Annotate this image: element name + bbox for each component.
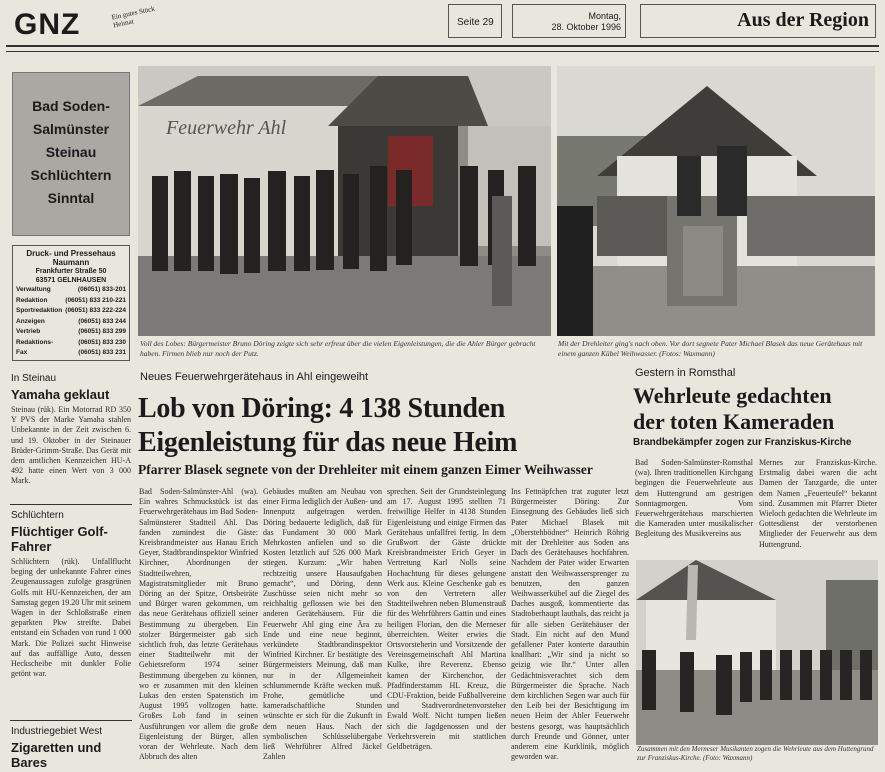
item-text: Steinau (rük). Ein Motorrad RD 350 Y PVS der Marke Yamaha stahlen Unbekannte in der Zeit zwischen 6. und 19. Oktober in der Steinauer Brüder-Grimm-Straße. Das Gerät mit dem amtlichen Kennzeichen HU-A 492 hatte einen Wert von 3 000 Mark. (11, 405, 131, 486)
press-phone: (06051) 833-201 (77, 286, 126, 293)
press-phone: (06051) 833 231 (78, 349, 126, 356)
romsthal-headline-1: Wehrleute gedachten (633, 383, 832, 408)
towns-box (12, 72, 130, 236)
romsthal-headline (633, 383, 878, 435)
header-rule-thin (6, 51, 879, 52)
press-row (16, 317, 126, 328)
press-label: Sportredaktion (16, 307, 63, 314)
header-rule (6, 45, 879, 47)
item-title: Flüchtiger Golf-Fahrer (11, 524, 108, 554)
ceremony-photo (138, 66, 551, 336)
article-column-4: Ins Fettnäpfchen trat zuguter letzt Bürgermeister Döring: Zur Einsegnung des Gebäudes ließ sich Pater Michael Blasek mit „Oberstehbödner“ Heinrich Röhrig mit der Drehleiter aus Soden ans Dach des Gerätehauses hochfahren. Nachdem der Pater wider Erwarten anstatt den Weihwassersprenger zu benutzen, den ganzen Weihwasserkübel auf die Ziegel des Daches ausgoß, kommentierte das Stadtoberhaupt lauthals, das reicht ja für alle sieben Gerätehäuser der Stadt. Ein nicht auf den Mund gefallener Pater konterte darauthin knallhart: „Wir sind ja nicht so geizig wie Ihr.“ Unter allen Gedächtnisverachtet sich dem Bürgermeister die Sprache. Nach dem kirchlichen Segen war auch für den Leib bei der Besichtigung im neuen Heim der Ahler Feuerwehr bestens gesorgt, was hauptsächlich durch Freunde und Gönner, unter anderem eine Kurklinik, möglich geworden war. (511, 487, 629, 762)
press-row (16, 306, 126, 317)
town-name: Salmünster (32, 121, 110, 137)
press-phone: (06051) 833 244 (78, 317, 126, 325)
press-label: Fax (16, 349, 28, 356)
press-row (16, 348, 126, 359)
article-headline-1: Lob von Döring: 4 138 Stunden (138, 393, 506, 424)
caption-parade: Zusammen mit den Merneser Musikanten zogen die Wehrleute aus dem Huttengrund zur Franziskus-Kirche. (Foto: Waxmann) (637, 745, 874, 762)
press-phone: (06051) 833 230 (78, 338, 126, 346)
romsthal-column-2: Mernes zur Franziskus-Kirche. Erstmalig dabei waren die acht Damen der Tanzgarde, die unter dem Namen „Feuerteufel“ bekannt sind. Zusammen mit Pfarrer Dieter Wieloch gedachten die Wehrleute im Gottesdienst der verstorbenen Mitglieder der Feuerwehr aus dem Huttengrund. (759, 458, 877, 549)
item-divider (10, 504, 132, 505)
article-kicker: Neues Feuerwehrgerätehaus in Ahl eingeweiht (140, 371, 369, 383)
romsthal-headline-2: der toten Kameraden (633, 409, 835, 434)
item-text: Schlüchtern (rük). Unfallflucht beging der unbekannte Fahrer eines Zeugenaussagen zufolge grasgrünen Golfs mit HU-Kennzeichen, der am Samstag gegen 19.20 Uhr mit seinem Wagen in der Schloßstraße einen geparkten Pkw streifte. Dabei entstand ein Schaden von rund 1 000 Mark. Die Polizei sucht Hinweise auf das auffällige Auto, dessen Heckscheibe mit dunkler Folie getönt war. (11, 557, 131, 679)
town-name: Steinau (45, 144, 97, 160)
romsthal-subhead: Brandbekämpfer zogen zur Franziskus-Kirche (633, 437, 852, 448)
press-row (16, 338, 126, 349)
press-label: Vertrieb (16, 328, 41, 335)
page-number: Seite 29 (448, 4, 502, 38)
romsthal-kicker: Gestern in Romsthal (635, 367, 736, 379)
article-column-2: Gebäudes mußten am Neubau von einer Firma lediglich der Außen- und Innenputz aufgetragen werden. Döring bedauerte lediglich, daß für das Fundament 30 000 Mark Mehrkosten anfielen und so die Kosten letztlich auf 526 000 Mark stiegen. Kurzum: „Wir haben rechtzeitig unsere Hausaufgaben gemacht“, und Döring, denn Zuschüsse seien nicht mehr so reichhaltig geflossen wie bei den anderen Gerätehäusern. Für die Feuerwehr Ahl ging eine Ära zu Ende und eine neue beginnt, verkündete Stadtbrandinspektor Winfried Kirchner. Er bestätigte des Bürgermeisters Meinung, daß man nur in der Allgemeinheit schlummernde Kräfte wecken muß. Frohe, gemütliche und kameradschaftliche Stunden wünschte er sich für die Zukunft in dem neuen Haus. Nach der symbolischen Schlüsselübergabe ließ Wehrführer Alfred Jäckel Zahlen (263, 487, 382, 762)
issue-date-text: 28. Oktober 1996 (551, 22, 621, 32)
press-label: Redaktions- (16, 338, 54, 346)
building-sign-text: Feuerwehr Ahl (166, 117, 287, 139)
parade-photo (636, 560, 878, 745)
newspaper-motto: Ein gutes Stück Heimat (110, 4, 156, 30)
article-subhead: Pfarrer Blasek segnete von der Drehleiter mit einem ganzen Eimer Weihwasser (138, 462, 593, 477)
issue-date (512, 4, 626, 38)
press-city: 63571 GELNHAUSEN (35, 277, 107, 284)
item-kicker: In Steinau (11, 373, 57, 384)
press-label: Verwaltung (16, 286, 51, 293)
caption-ladder: Mit der Drehleiter ging's nach oben. Vor dort segnete Pater Michael Blasek das neue Gerätehaus mit einem ganzen Kübel Weihwasser. (Fotos: Waxmann) (558, 339, 863, 358)
article-column-1: Bad Soden-Salmünster-Ahl (wa). Ein wahres Schmuckstück ist das Feuerwehrgerätehaus im Bad Soden-Salmünsterer Stadtteil Ahl. Das fanden zumindest die Gäste: Kreisbrandmeister aus Hanau Erich Geyer, Stadtbrandinspektor Winfried Kirchner, Abordnungen der Stadtteilwehren, Magistratsmitglieder mit Bruno Döring an der Spitze, Ortsbeiräte und Bürger waren gekommen, um das neue Gerätehaus offiziell seiner Bestimmung zu übergeben. Ein stolzer Bürgermeister gab sich sichtlich froh, das letzte Gerätehaus einer Stadtteilwehr mit der Gebietsreform 1974 seiner Bestimmung übergeben zu können, wo er zusammen mit den kleinen Lukas den ersten Spatenstich im August 1995 vollzogen hatte. Großes Lob fand in seinen Ausführungen vor allem die große Eigenleistung der Bürger, allen voran der Wehrleute. Nach dem Abbruch des alten (139, 487, 258, 762)
press-phone: (06051) 833 222-224 (65, 307, 126, 314)
press-label: Redaktion (16, 296, 48, 304)
newspaper-logo: GNZ (14, 8, 81, 41)
romsthal-column-1: Bad Soden-Salmünster-Romsthal (wa). Ihren traditionellen Kirchgang begingen die Feuerwehrleute aus dem Huttengrund am gestrigen Sonntagmorgen. Vom Feuerwehrgerätehaus marschierten die Kameraden unter musikalischer Begleitung des Musikvereins aus (635, 458, 753, 539)
section-title: Aus der Region (640, 4, 876, 38)
item-kicker: Industriegebiet West (11, 726, 102, 737)
item-divider (10, 720, 132, 721)
ladder-photo (557, 66, 875, 336)
press-row (16, 296, 126, 307)
caption-ceremony: Voll des Lobes: Bürgermeister Bruno Döring zeigte sich sehr erfreut über die vielen Eigenleistungen, die die Ahler Bürger gebracht haben. Firmen blieb nur noch der Putz. (140, 339, 536, 358)
press-contact-box (12, 245, 130, 361)
item-title: Yamaha geklaut (11, 387, 110, 402)
town-name: Schlüchtern (30, 167, 112, 183)
issue-day: Montag, (588, 11, 621, 21)
town-name: Bad Soden- (32, 98, 110, 114)
press-label: Anzeigen (16, 317, 45, 325)
press-phone: (06051) 833 299 (78, 328, 126, 335)
press-row (16, 285, 126, 296)
town-name: Sinntal (47, 190, 95, 206)
press-title: Druck- und Pressehaus Naumann (26, 249, 116, 267)
article-column-3: sprechen. Seit der Grundsteinlegung am 17. August 1995 stellten 71 freiwillige Helfer in 4138 Stunden Eigenleistung und einige Firmen das Gerätehaus unfallfrei fertig. In dem Grußwort der Gäste drückte Kreisbrandmeister Erich Geyer in Vertretung Karl Nolls seine Hochachtung für dieses gelungene Werk aus. Kleine Geschenke gab es von den Vertretern aller Stadtteilwehren neben Blumenstrauß für des Wehrführers Gattin und eines heiligen Florian, den die Merneser überreichten. Weiter erwies die Ortsvorsteherin und Vorsitzende der Vereinsgemeinschaft Ahl Martina Kulke, ihre Reverenz. Ebenso kamen der Kirchenchor, der Pfadfinderstamm HL Kreuz, die CDU-Fraktion, beide Fußballvereine und Stadtverordnetenvorsteher Ewald Wolf. Nicht tumpen ließen sich die Jagdgenossen und der Verkehrsverein mit stattlichen Geldbeträgen. (387, 487, 506, 752)
press-row (16, 327, 126, 338)
item-kicker: Schlüchtern (11, 510, 64, 521)
press-street: Frankfurter Straße 50 (35, 268, 107, 275)
item-title: Zigaretten und Bares (11, 740, 102, 770)
press-phone: (06051) 833 210-221 (65, 296, 126, 304)
article-headline-2: Eigenleistung für das neue Heim (138, 427, 518, 458)
